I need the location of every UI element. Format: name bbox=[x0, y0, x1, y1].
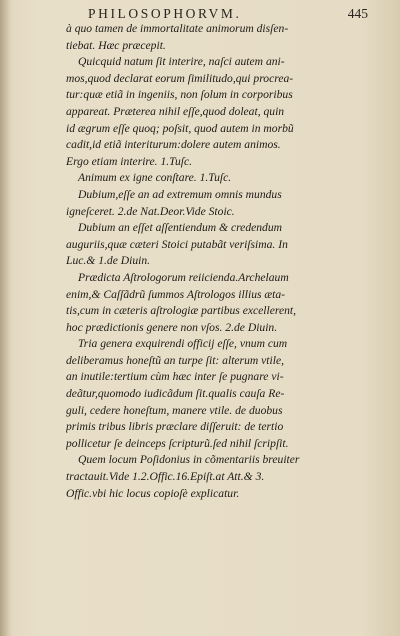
text-line: cadit,id etiã interiturum:dolere autem animos. bbox=[66, 138, 281, 152]
text-line: tractauit.Vide 1.2.Offic.16.Epiſt.at Att.& 3. bbox=[66, 470, 265, 484]
text-line: deliberamus honeſtũ an turpe ſit: alterum vtile, bbox=[66, 353, 284, 367]
text-line: Luc.& 1.de Diuin. bbox=[66, 254, 151, 268]
text-line: Prædicta Aſtrologorum reiicienda.Archelaum bbox=[78, 270, 289, 284]
gutter-shadow bbox=[0, 0, 10, 636]
text-line: igneſceret. 2.de Nat.Deor.Vide Stoic. bbox=[66, 204, 235, 218]
text-line: enim,& Caſſãdrũ ſummos Aſtrologos illius æta- bbox=[66, 287, 286, 301]
text-line: guli, cedere honeſtum, manere vtile. de duobus bbox=[66, 403, 283, 417]
text-line: à quo tamen de immortalitate animorum disſen- bbox=[66, 22, 289, 35]
text-line: tur:quæ etiã in ingeniis, non ſolum in corporibus bbox=[66, 88, 293, 102]
body-text bbox=[66, 21, 366, 502]
text-line: tis,cum in cæteris aſtrologiæ partibus excellerent, bbox=[66, 304, 297, 318]
text-line: appareat. Præterea nihil eſſe,quod doleat, quin bbox=[66, 104, 285, 118]
text-line: id ægrum eſſe quoq; poſsit, quod autem in morbũ bbox=[66, 121, 294, 135]
text-line: Quicquid natum ſit interire, naſci autem ani- bbox=[78, 55, 285, 69]
page-header bbox=[88, 6, 368, 22]
text-line: deãtur,quomodo iudicãdum ſit.qualis cauſa Re- bbox=[66, 387, 285, 401]
page-number: 445 bbox=[347, 6, 368, 21]
text-line: primis tribus libris præclare diſſeruit: de tertio bbox=[66, 420, 284, 434]
text-line: Tria genera exquirendi officij eſſe, vnum cum bbox=[78, 337, 288, 351]
text-line: pollicetur ſe deinceps ſcripturũ.ſed nihil ſcripſit. bbox=[66, 436, 289, 450]
text-line: Animum ex igne conſtare. 1.Tuſc. bbox=[78, 171, 232, 185]
text-line: Offic.vbi hic locus copioſè explicatur. bbox=[66, 486, 240, 500]
text-line: tiebat. Hæc præcepit. bbox=[66, 38, 166, 52]
text-line: Ergo etiam interire. 1.Tuſc. bbox=[66, 154, 193, 168]
text-line: Dubium,eſſe an ad extremum omnis mundus bbox=[78, 187, 282, 201]
text-line: Dubium an eſſet aſſentiendum & credendum bbox=[78, 221, 283, 235]
running-head: PHILOSOPHORVM. bbox=[88, 6, 242, 21]
text-line: hoc prædictionis genere non vſos. 2.de Diuin. bbox=[66, 320, 278, 334]
text-line: mos,quod declarat eorum ſimilitudo,qui procrea- bbox=[66, 71, 294, 85]
text-line: Quem locum Poſidonius in cõmentariis breuiter bbox=[78, 453, 300, 467]
text-line: an inutile:tertium cùm hæc inter ſe pugnare vi- bbox=[66, 370, 284, 384]
text-line: auguriis,quæ cæteri Stoici putabãt veriſsima. In bbox=[66, 237, 288, 251]
